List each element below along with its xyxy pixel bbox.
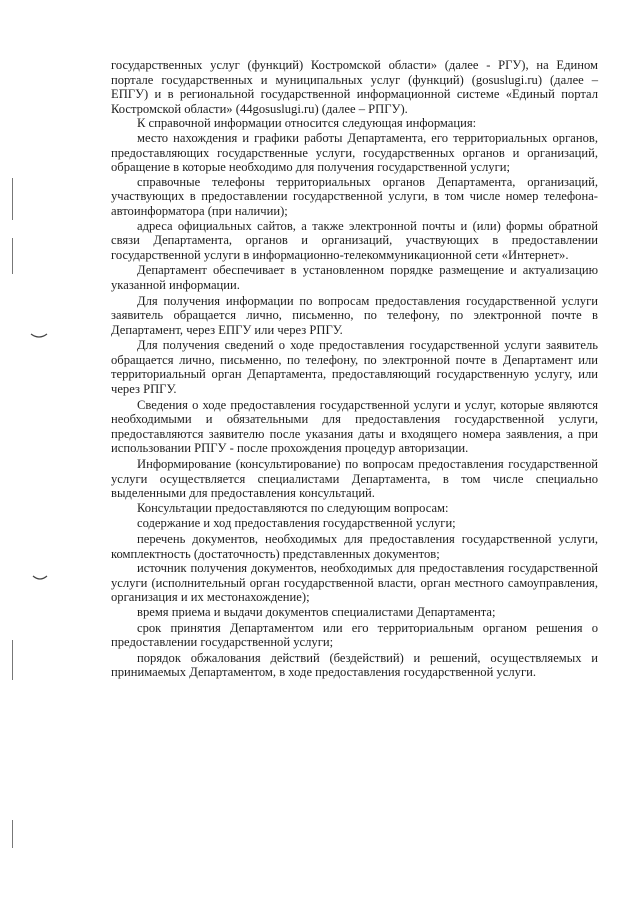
paragraph: порядок обжалования действий (бездействий) и решений, осуществляемых и принимаемых Департаментом, в ходе предоставления государственной услуги. <box>111 650 598 680</box>
paragraph: источник получения документов, необходимых для предоставления государственной услуги (исполнительный орган государственной власти, орган местного самоуправления, организация и их местонахождение); <box>111 561 598 605</box>
paragraph: Департамент обеспечивает в установленном порядке размещение и актуализацию указанной информации. <box>111 263 598 292</box>
paragraph: Информирование (консультирование) по вопросам предоставления государственной услуги осуществляется специалистами Департамента, в том числе специально выделенными для предоставления консультаций. <box>111 457 598 501</box>
scan-mark <box>12 238 13 274</box>
scan-mark <box>12 820 13 848</box>
paragraph: Для получения информации по вопросам предоставления государственной услуги заявитель обращается лично, письменно, по телефону, по электронной почте в Департамент, через ЕПГУ или через РПГУ. <box>111 293 598 337</box>
paragraph: государственных услуг (функций) Костромской области» (далее - РГУ), на Едином портале государственных и муниципальных услуг (функций) (gosuslugi.ru) (далее – ЕПГУ) и в региональной государственной информационной системе «Единый портал Костромской области» (44gosuslugi.ru) (далее – РПГУ). <box>111 58 598 116</box>
paragraph: К справочной информации относится следующая информация: <box>137 116 477 131</box>
paragraph: перечень документов, необходимых для предоставления государственной услуги, комплектность (достаточность) представленных документов; <box>111 532 598 561</box>
paragraph: Сведения о ходе предоставления государственной услуги и услуг, которые являются необходимыми и обязательными для предоставления государственной услуги, предоставляются заявителю после указания даты и входящего номера заявления, а при использовании РПГУ - после прохождения процедур авторизации. <box>111 397 598 456</box>
paragraph: Для получения сведений о ходе предоставления государственной услуги заявитель обращается лично, письменно, по телефону, по электронной почте в Департамент или территориальный орган Департамента, предоставляющий государственную услугу, или через РПГУ. <box>111 338 598 397</box>
scan-mark <box>32 574 48 582</box>
paragraph: срок принятия Департаментом или его территориальным органом решения о предоставлении государственной услуги; <box>111 620 598 650</box>
paragraph: содержание и ход предоставления государственной услуги; <box>137 516 456 531</box>
paragraph: справочные телефоны территориальных органов Департамента, организаций, участвующих в предоставлении государственной услуги, в том числе номер телефона-автоинформатора (при наличии); <box>111 174 598 218</box>
scan-mark <box>30 332 48 340</box>
paragraph: время приема и выдачи документов специалистами Департамента; <box>137 604 496 619</box>
scan-mark <box>12 178 13 220</box>
document-body <box>111 58 598 680</box>
paragraph: адреса официальных сайтов, а также электронной почты и (или) формы обратной связи Департамента, органов и организаций, участвующих в предоставлении государственной услуги в информационно-телекоммуникационной сети «Интернет». <box>111 218 598 262</box>
scan-mark <box>12 640 13 680</box>
paragraph: Консультации предоставляются по следующим вопросам: <box>137 500 449 515</box>
paragraph: место нахождения и графики работы Департамента, его территориальных органов, предоставляющих государственные услуги, государственных органов и организаций, обращение в которые необходимо для получения государственной услуги; <box>111 130 598 175</box>
